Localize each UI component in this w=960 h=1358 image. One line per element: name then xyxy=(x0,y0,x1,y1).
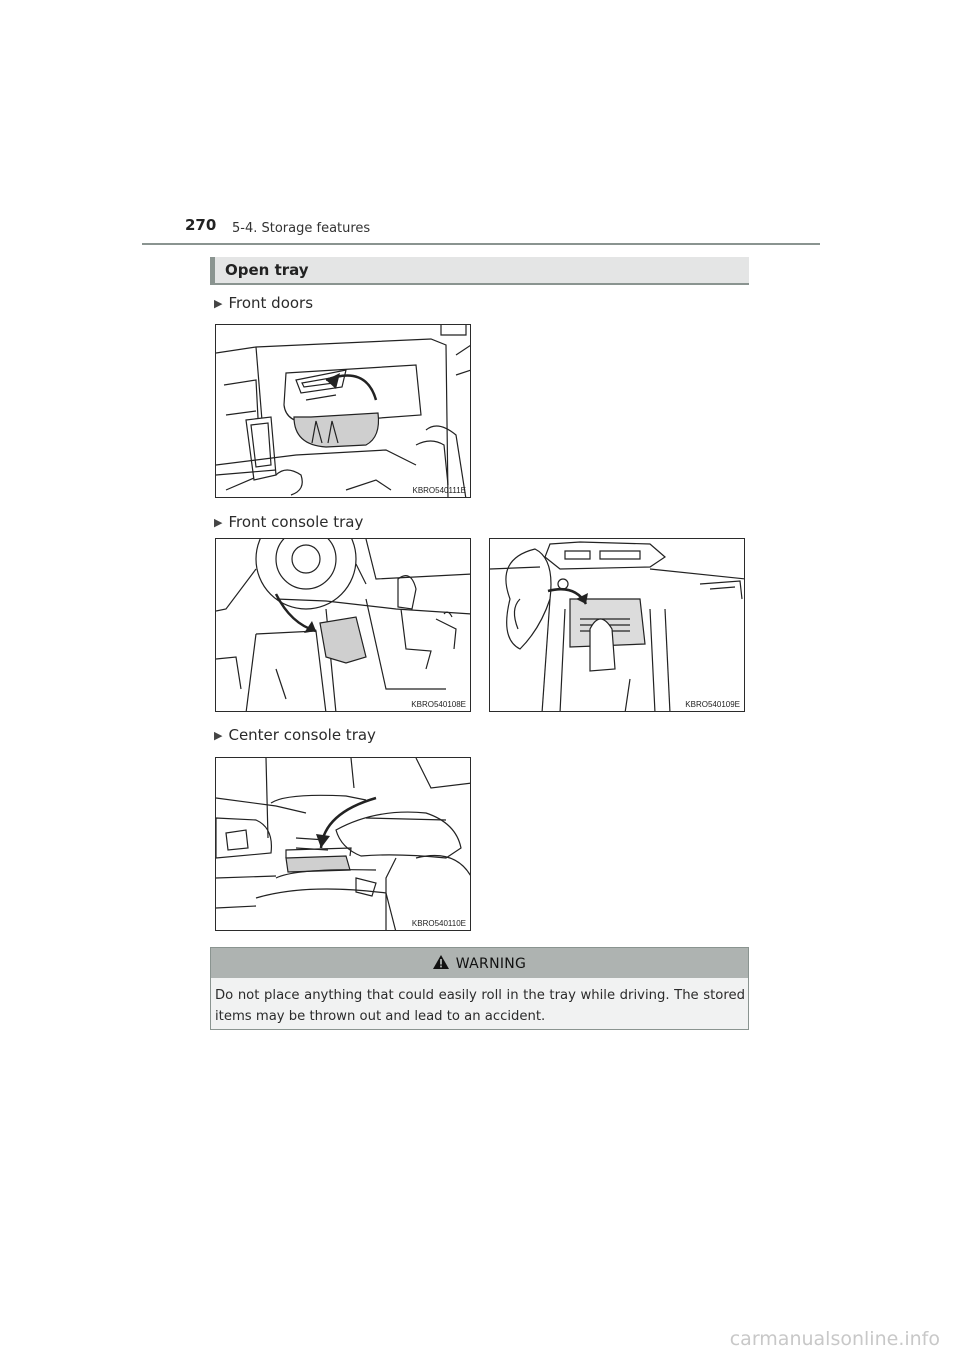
figure-code: KBRO540110E xyxy=(411,919,466,928)
warning-title-text: WARNING xyxy=(455,956,527,972)
item-center-console-tray xyxy=(214,726,376,744)
item-label: Front doors xyxy=(228,294,314,312)
triangle-bullet-icon: ▶ xyxy=(214,296,223,310)
warning-box xyxy=(210,947,749,1030)
figure-front-doors xyxy=(215,324,471,498)
item-label: Center console tray xyxy=(228,726,376,744)
warning-text: Do not place anything that could easily roll in the tray while driving. The stored items may be thrown out and lead to an accident. xyxy=(215,988,745,1024)
warning-title xyxy=(227,955,732,973)
figure-front-console-left xyxy=(215,538,471,712)
watermark: carmanualsonline.info xyxy=(729,1328,940,1350)
header-rule xyxy=(142,243,820,245)
figure-code: KBRO540108E xyxy=(411,700,466,709)
section-accent xyxy=(210,257,215,283)
item-front-doors xyxy=(214,294,313,312)
section-title-bar xyxy=(210,257,749,285)
section-title: Open tray xyxy=(225,261,309,279)
triangle-bullet-icon: ▶ xyxy=(214,515,223,529)
warning-triangle-icon xyxy=(433,955,449,973)
item-front-console-tray xyxy=(214,513,363,531)
triangle-bullet-icon: ▶ xyxy=(214,728,223,742)
figure-front-console-right xyxy=(489,538,745,712)
item-label: Front console tray xyxy=(228,513,364,531)
figure-code: KBRO540109E xyxy=(685,700,740,709)
section-label: 5-4. Storage features xyxy=(232,221,371,236)
figure-code: KBRO540111E xyxy=(412,486,466,495)
figure-center-console xyxy=(215,757,471,931)
page-number: 270 xyxy=(185,216,217,234)
